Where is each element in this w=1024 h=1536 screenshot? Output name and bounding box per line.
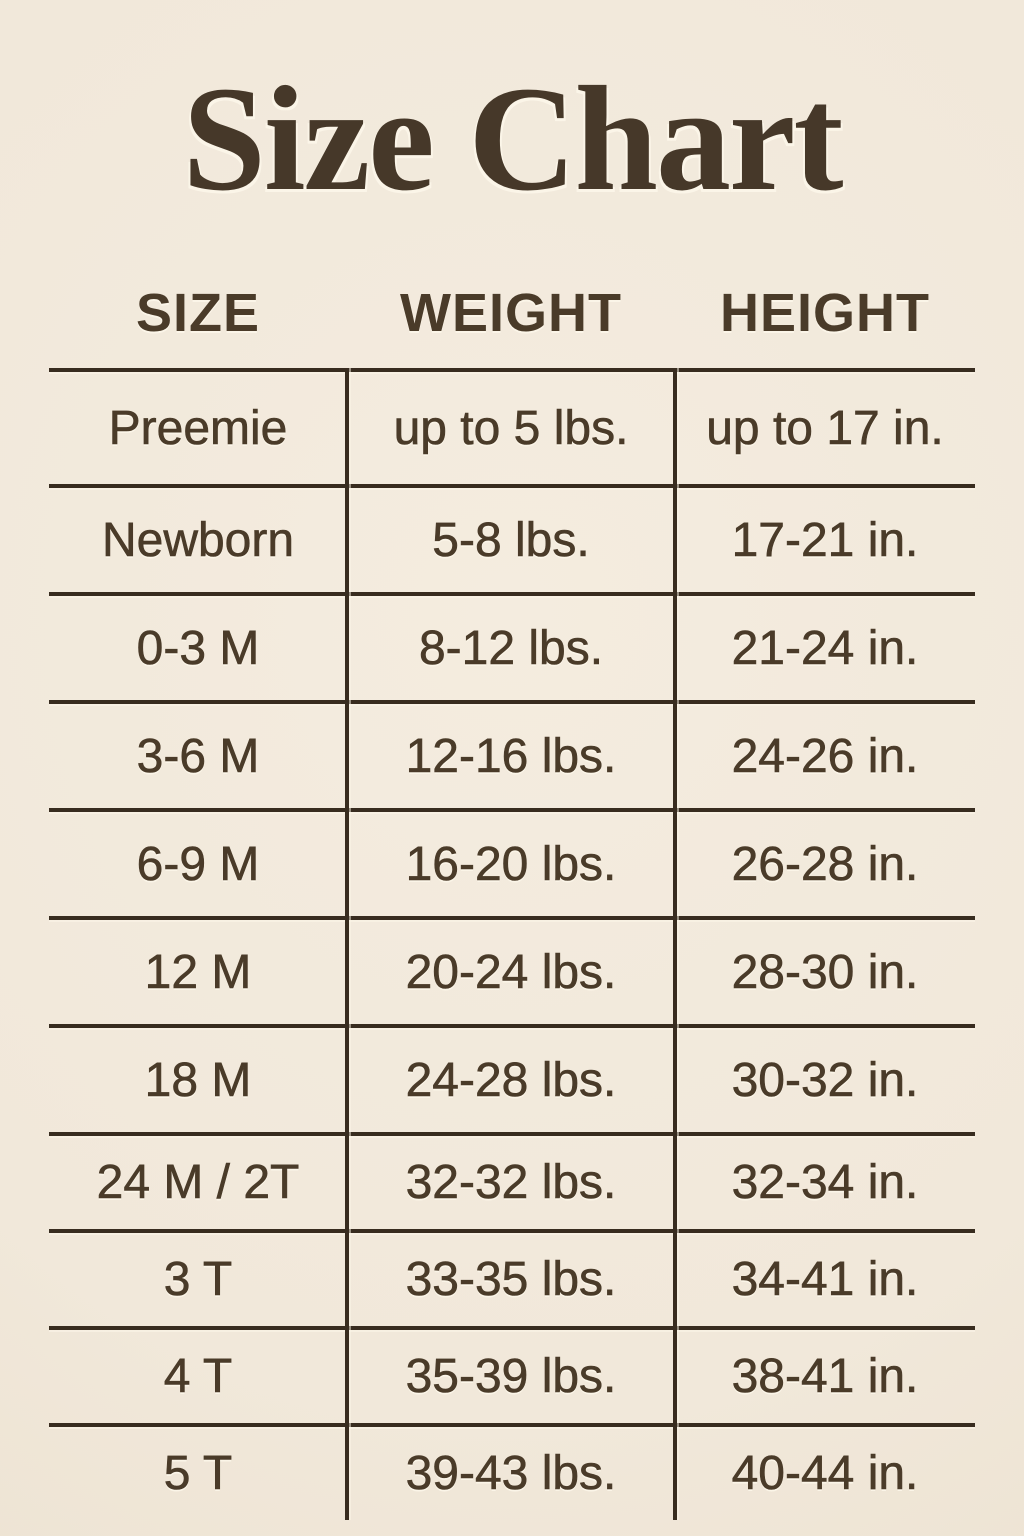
size-cell: 6-9 M	[136, 837, 260, 891]
weight-cell: 33-35 lbs.	[405, 1253, 617, 1306]
height-cell: 34-41 in.	[731, 1253, 919, 1306]
weight-cell: 16-20 lbs.	[405, 837, 617, 891]
table-row	[49, 368, 975, 484]
height-cell: 38-41 in.	[731, 1350, 919, 1403]
size-cell: Preemie	[108, 401, 288, 455]
weight-cell: 35-39 lbs.	[405, 1350, 617, 1403]
column-divider-left	[345, 368, 349, 1520]
table-row	[49, 700, 975, 808]
column-header-size: SIZE	[135, 283, 261, 343]
weight-cell: 8-12 lbs.	[418, 621, 604, 675]
table-header-row	[49, 282, 975, 342]
height-cell: 26-28 in.	[731, 837, 919, 891]
size-cell: Newborn	[101, 513, 295, 567]
height-cell: 32-34 in.	[731, 1156, 919, 1209]
column-header-weight: WEIGHT	[400, 283, 622, 343]
size-cell: 24 M / 2T	[96, 1156, 300, 1209]
weight-cell: 12-16 lbs.	[405, 729, 617, 783]
column-divider-right	[673, 368, 677, 1520]
height-cell: 40-44 in.	[731, 1447, 919, 1500]
table-row	[49, 1132, 975, 1229]
page-title: Size Chart	[182, 56, 842, 222]
size-cell: 5 T	[163, 1447, 233, 1500]
height-cell: 30-32 in.	[731, 1053, 919, 1107]
weight-cell: 20-24 lbs.	[405, 945, 617, 999]
size-cell: 12 M	[144, 945, 252, 999]
table-row	[49, 808, 975, 916]
size-table	[49, 368, 975, 1520]
height-cell: 21-24 in.	[731, 621, 919, 675]
table-row	[49, 916, 975, 1024]
column-header-height: HEIGHT	[719, 283, 930, 343]
weight-cell: 32-32 lbs.	[405, 1156, 617, 1209]
height-cell: 28-30 in.	[731, 945, 919, 999]
table-row	[49, 592, 975, 700]
weight-cell: 24-28 lbs.	[405, 1053, 617, 1107]
weight-cell: 5-8 lbs.	[432, 513, 590, 567]
size-cell: 4 T	[163, 1350, 233, 1403]
table-row	[49, 484, 975, 592]
height-cell: up to 17 in.	[706, 401, 944, 455]
table-row	[49, 1024, 975, 1132]
table-row	[49, 1423, 975, 1520]
weight-cell: up to 5 lbs.	[393, 401, 629, 455]
size-cell: 18 M	[144, 1053, 252, 1107]
height-cell: 17-21 in.	[731, 513, 919, 567]
table-row	[49, 1326, 975, 1423]
size-cell: 3-6 M	[136, 729, 260, 783]
weight-cell: 39-43 lbs.	[405, 1447, 617, 1500]
table-row	[49, 1229, 975, 1326]
size-cell: 0-3 M	[136, 621, 260, 675]
size-cell: 3 T	[163, 1253, 233, 1306]
height-cell: 24-26 in.	[731, 729, 919, 783]
